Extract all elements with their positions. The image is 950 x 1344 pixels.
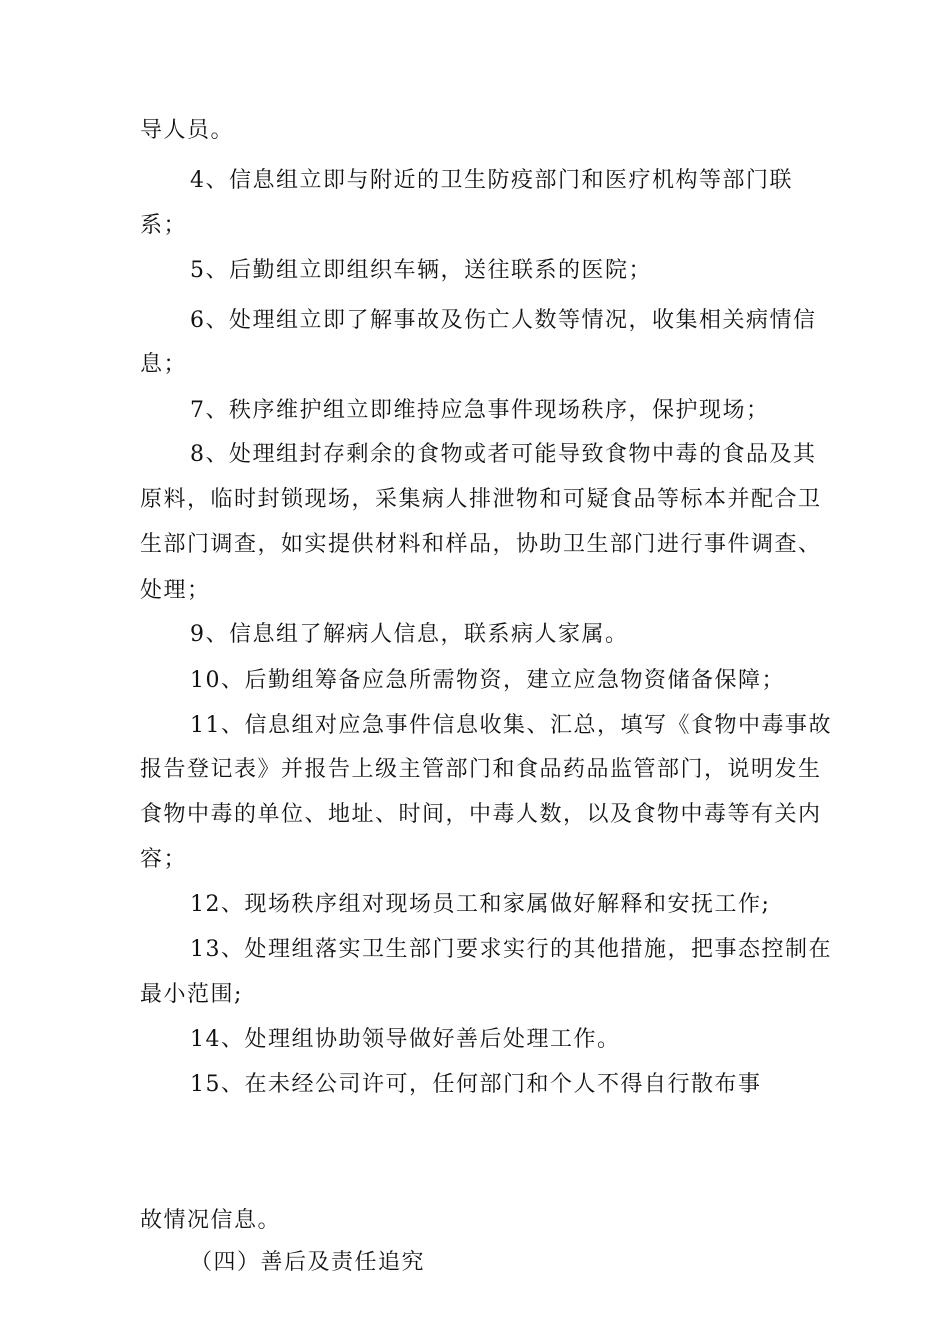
text-line-20: 最小范围; <box>140 982 243 1007</box>
text-line-16: 食物中毒的单位、地址、时间，中毒人数，以及食物中毒等有关内 <box>140 802 822 827</box>
text-line-7: 7、秩序维护组立即维持应急事件现场秩序，保护现场； <box>190 398 770 423</box>
text-line-15: 报告登记表》并报告上级主管部门和食品药品监管部门，说明发生 <box>140 757 822 782</box>
text-line-13: 10、后勤组筹备应急所需物资，建立应急物资储备保障； <box>190 668 785 693</box>
text-line-14: 11、信息组对应急事件信息收集、汇总，填写《食物中毒事故 <box>190 713 832 738</box>
text-line-22: 15、在未经公司许可，任何部门和个人不得自行散布事 <box>190 1072 762 1097</box>
text-line-2: 4、信息组立即与附近的卫生防疫部门和医疗机构等部门联 <box>190 168 793 193</box>
text-line-4: 5、后勤组立即组织车辆，送往联系的医院； <box>190 258 652 283</box>
text-line-3: 系； <box>140 213 188 238</box>
text-line-21: 14、处理组协助领导做好善后处理工作。 <box>190 1027 621 1052</box>
section-heading: （四）善后及责任追究 <box>190 1250 426 1275</box>
text-line-9: 原料，临时封锁现场，采集病人排泄物和可疑食品等标本并配合卫 <box>140 487 822 512</box>
text-line-12: 9、信息组了解病人信息，联系病人家属。 <box>190 622 629 647</box>
text-line-10: 生部门调查，如实提供材料和样品，协助卫生部门进行事件调查、 <box>140 532 822 557</box>
text-line-19: 13、处理组落实卫生部门要求实行的其他措施，把事态控制在 <box>190 937 832 962</box>
text-line-5: 6、处理组立即了解事故及伤亡人数等情况，收集相关病情信 <box>190 308 817 333</box>
text-line-11: 处理； <box>140 578 211 603</box>
text-line-23: 故情况信息。 <box>140 1208 282 1233</box>
text-line-17: 容； <box>140 847 188 872</box>
text-line-8: 8、处理组封存剩余的食物或者可能导致食物中毒的食品及其 <box>190 442 817 467</box>
text-line-6: 息； <box>140 352 188 377</box>
text-line-18: 12、现场秩序组对现场员工和家属做好解释和安抚工作; <box>190 892 771 917</box>
text-line-1: 导人员。 <box>140 118 235 143</box>
